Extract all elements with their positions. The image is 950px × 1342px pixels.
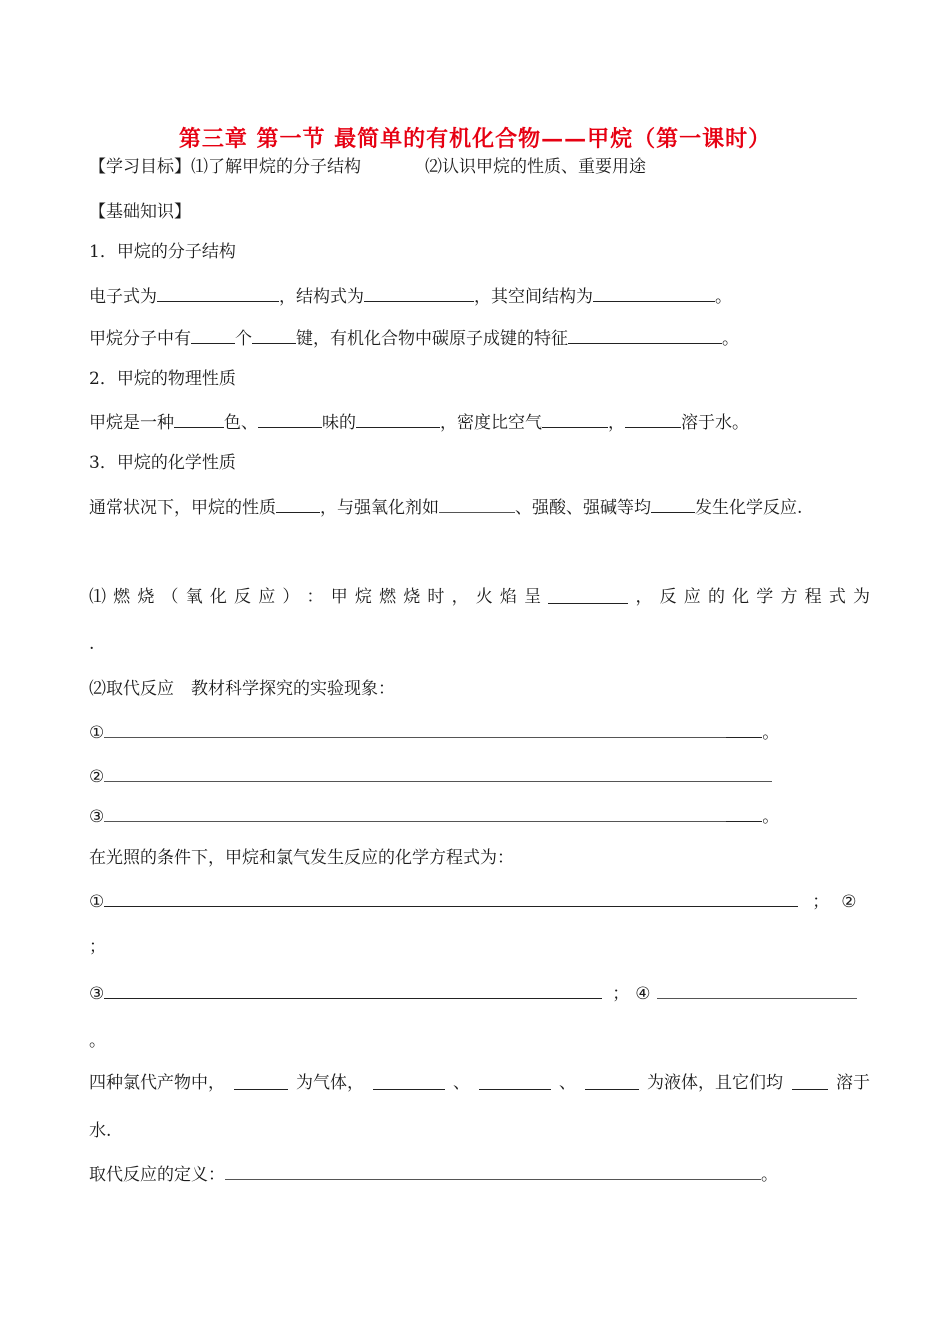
observation-3: ③ 。 <box>89 803 870 829</box>
blank-density[interactable] <box>542 409 608 428</box>
blank-color[interactable] <box>174 409 224 428</box>
light-reaction-intro: 在光照的条件下，甲烷和氯气发生反应的化学方程式为： <box>89 848 514 868</box>
equation-end: 。 <box>89 1031 106 1051</box>
section-3-line: 通常状况下，甲烷的性质 ，与强氧化剂如 、强酸、强碱等均 发生化学反应. <box>89 494 870 520</box>
blank-solubility[interactable] <box>625 409 681 428</box>
combustion-end: . <box>89 634 95 654</box>
blank-equation-1[interactable] <box>104 888 798 907</box>
blank-gas-product[interactable] <box>234 1071 288 1090</box>
blank-bonding-feature[interactable] <box>568 325 722 344</box>
substitution-heading: ⑵取代反应 教材科学探究的实验现象： <box>89 679 395 699</box>
blank-stability[interactable] <box>276 494 320 513</box>
chloro-products-line: 四种氯代产物中， 为气体， 、 、 为液体，且它们均 溶于 <box>89 1073 870 1093</box>
substitution-definition: 取代反应的定义： 。 <box>89 1161 870 1187</box>
combustion-line: ⑴ 燃 烧 （ 氧 化 反 应 ） ： 甲 烷 燃 烧 时 ， 火 焰 呈 ， 反 应 的 化 学 方 程 式 为 <box>89 587 870 607</box>
blank-bond-count[interactable] <box>191 325 235 344</box>
blank-state[interactable] <box>356 409 440 428</box>
blank-odor[interactable] <box>258 409 322 428</box>
blank-structural-formula[interactable] <box>364 283 474 302</box>
section-1-heading: 1．甲烷的分子结构 <box>89 242 236 262</box>
observation-2: ② <box>89 763 870 789</box>
equation-2-end: ； <box>89 937 106 957</box>
blank-equation-3[interactable] <box>104 980 602 999</box>
blank-solubility-products[interactable] <box>792 1071 828 1090</box>
blank-bond-type[interactable] <box>252 325 296 344</box>
basics-heading: 【基础知识】 <box>89 202 191 222</box>
blank-definition[interactable] <box>225 1161 761 1180</box>
objective-2: ⑵认识甲烷的性质、重要用途 <box>425 157 646 177</box>
equation-line-1: ① ； ② <box>89 888 870 914</box>
chloro-products-end: 水. <box>89 1121 112 1141</box>
objective-1: ⑴了解甲烷的分子结构 <box>191 157 361 177</box>
page-title: 第三章 第一节 最简单的有机化合物——甲烷（第一课时） <box>178 126 772 152</box>
objectives-label: 【学习目标】 <box>89 157 191 177</box>
blank-liquid-3[interactable] <box>585 1071 639 1090</box>
blank-liquid-1[interactable] <box>373 1071 445 1090</box>
section-1-line-1: 电子式为 ，结构式为 ，其空间结构为 。 <box>89 283 870 309</box>
blank-flame-color[interactable] <box>548 585 628 604</box>
section-1-line-2: 甲烷分子中有 个 键，有机化合物中碳原子成键的特征 。 <box>89 325 870 351</box>
blank-observation-1[interactable] <box>104 719 726 738</box>
blank-oxidant[interactable] <box>439 494 515 513</box>
blank-spatial-structure[interactable] <box>593 283 715 302</box>
blank-reactivity[interactable] <box>651 494 695 513</box>
observation-1: ① 。 <box>89 719 870 745</box>
section-2-line: 甲烷是一种 色、 味的 ，密度比空气 ， 溶于水。 <box>89 409 870 435</box>
section-3-heading: 3．甲烷的化学性质 <box>89 453 236 473</box>
blank-observation-3[interactable] <box>104 803 726 822</box>
learning-objectives <box>89 155 870 179</box>
blank-equation-4[interactable] <box>657 980 857 999</box>
blank-observation-2[interactable] <box>104 763 772 782</box>
section-2-heading: 2．甲烷的物理性质 <box>89 369 236 389</box>
blank-electron-formula[interactable] <box>157 283 279 302</box>
blank-liquid-2[interactable] <box>479 1071 551 1090</box>
equation-line-2: ③ ； ④ <box>89 980 870 1006</box>
